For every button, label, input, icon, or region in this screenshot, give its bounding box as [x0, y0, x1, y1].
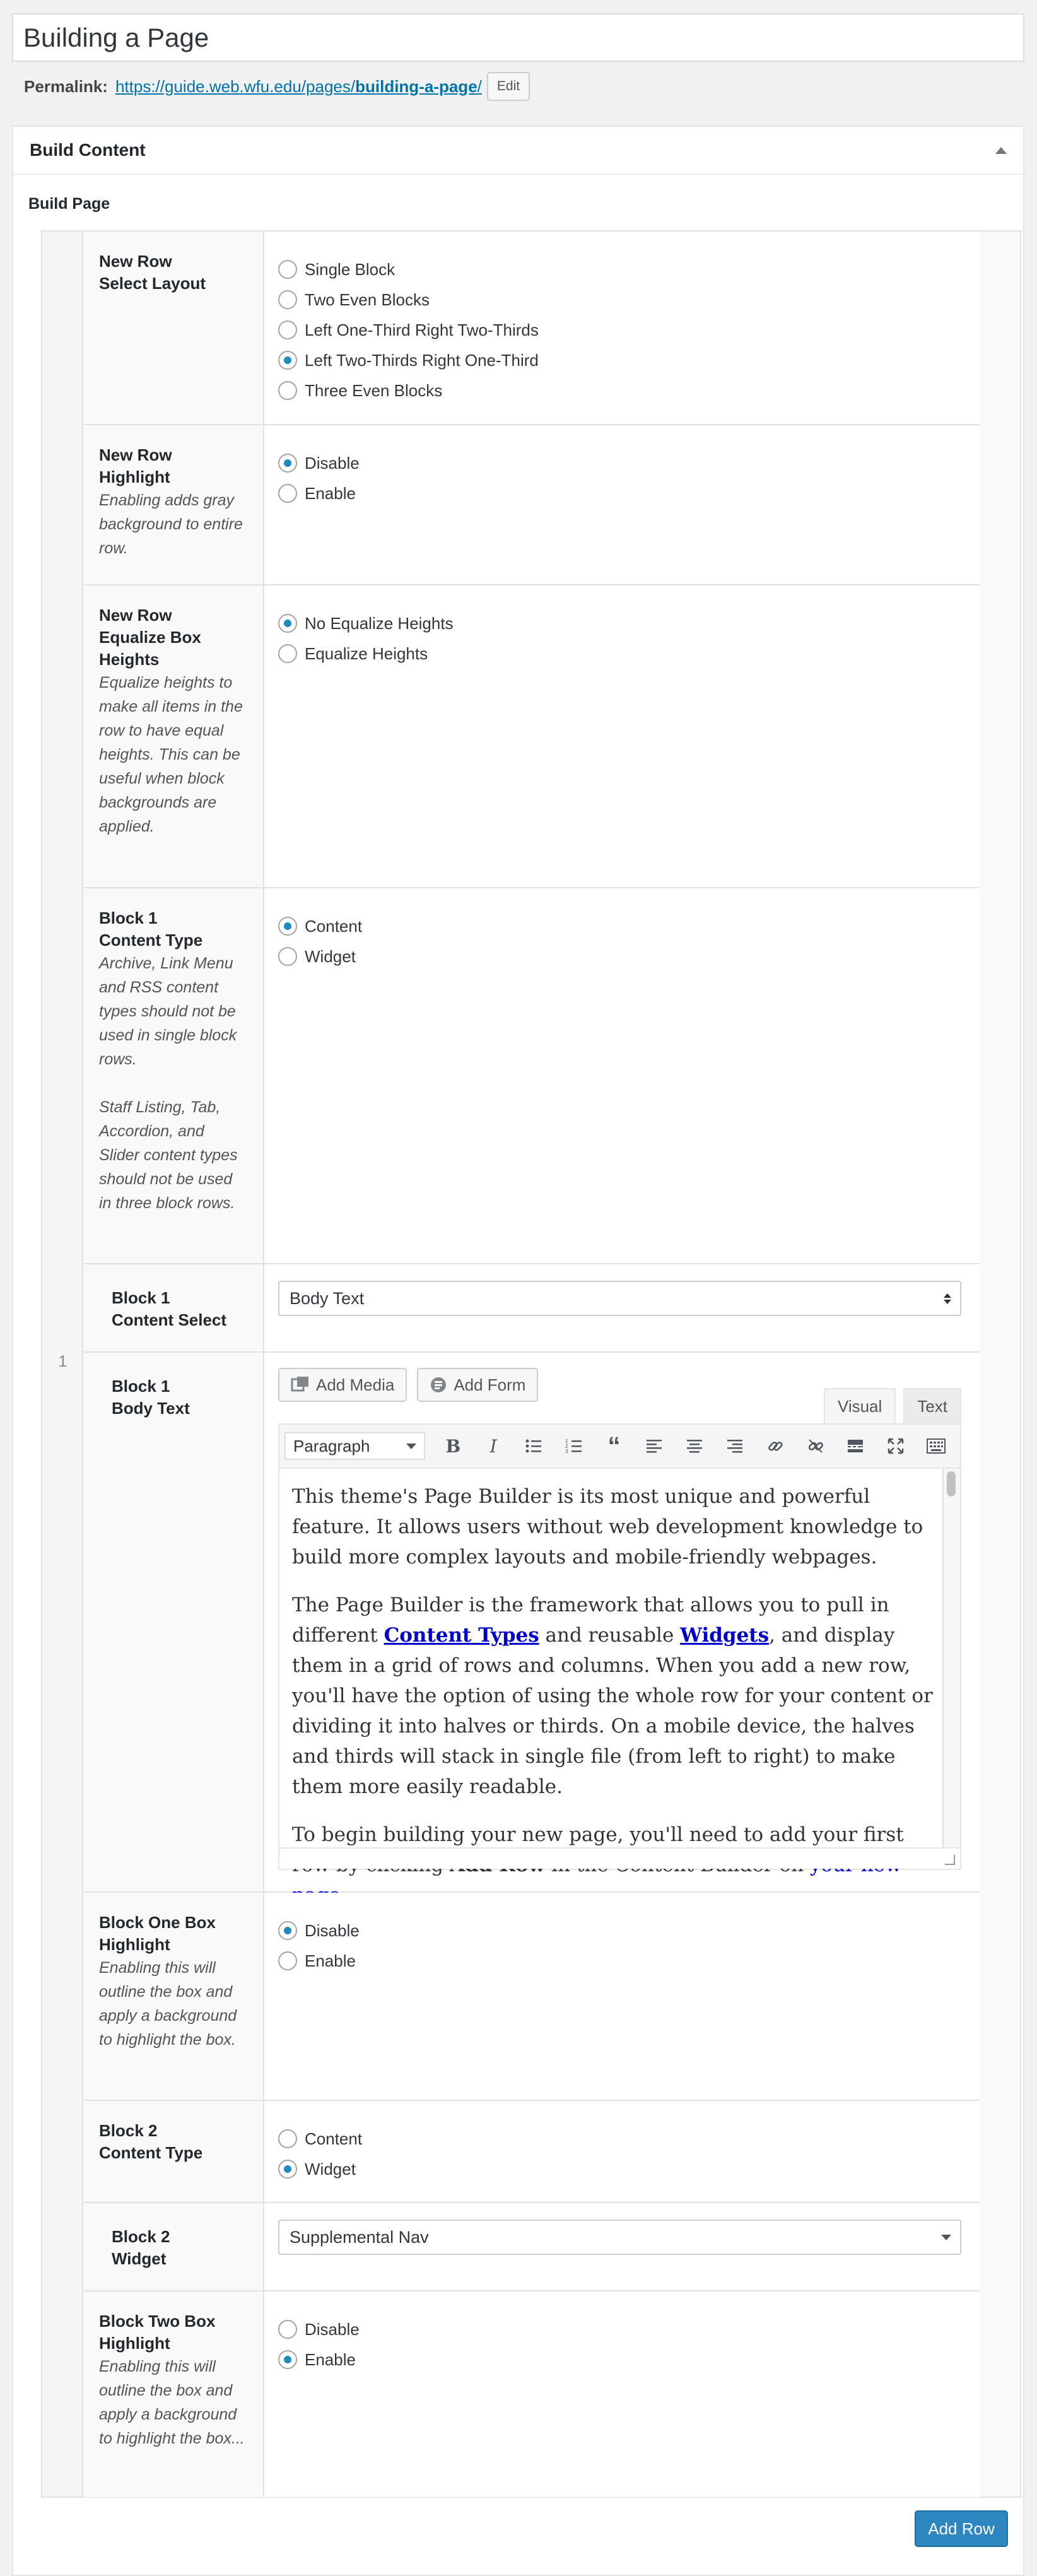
radio-button-checked-icon [278, 454, 297, 473]
format-select[interactable]: Paragraph [284, 1432, 425, 1460]
radio-block1-box-disable[interactable]: Disable [278, 1915, 964, 1946]
radio-button-icon [278, 947, 297, 966]
svg-text:3: 3 [565, 1449, 568, 1454]
bullet-list-icon[interactable] [515, 1432, 553, 1460]
radio-no-equalize[interactable]: No Equalize Heights [278, 608, 964, 638]
toolbar-toggle-icon[interactable] [917, 1432, 955, 1460]
fullscreen-icon[interactable] [877, 1432, 915, 1460]
field-label: Block 1 Content Type [99, 909, 203, 950]
permalink-link[interactable]: https://guide.web.wfu.edu/pages/building-a-page/ [115, 76, 482, 96]
radio-block2-widget[interactable]: Widget [278, 2154, 964, 2184]
page-builder-grid [41, 230, 1021, 2498]
field-label: Block One Box Highlight [99, 1913, 216, 1954]
editor-paragraph: This theme's Page Builder is its most unique and powerful feature. It allows users without web development knowledge to build more complex layouts and mobile-friendly webpages. [292, 1485, 923, 1568]
resize-handle-icon[interactable] [945, 1855, 955, 1865]
chevron-down-icon [941, 2235, 951, 2240]
field-description: Equalize heights to make all items in the row to have equal heights. This can be useful when block backgrounds are applied. [99, 674, 243, 835]
radio-equalize[interactable]: Equalize Heights [278, 638, 964, 669]
editor-paragraph: To begin building your new page, you'll need to add your first [292, 1820, 935, 1910]
unlink-icon[interactable] [797, 1432, 835, 1460]
chevron-down-icon [406, 1444, 416, 1449]
block1-content-select[interactable]: Body Text [278, 1281, 961, 1316]
radio-block1-content[interactable]: Content [278, 911, 964, 941]
field-label: New Row Highlight [99, 445, 172, 486]
radio-button-checked-icon [278, 614, 297, 633]
field-label: New Row Select Layout [99, 252, 206, 293]
align-right-icon[interactable] [716, 1432, 754, 1460]
radio-two-even-blocks[interactable]: Two Even Blocks [278, 285, 964, 315]
editor-toolbar [279, 1425, 960, 1469]
field-row-block2-widget [84, 2203, 980, 2291]
numbered-list-icon[interactable] [555, 1432, 593, 1460]
collapse-toggle-icon[interactable] [995, 147, 1007, 154]
field-label: Block 2 Widget [112, 2227, 170, 2268]
field-row-layout [84, 232, 980, 425]
radio-button-checked-icon [278, 2350, 297, 2369]
radio-button-icon [278, 381, 297, 400]
field-label: Block 2 Content Type [99, 2121, 203, 2162]
radio-button-icon [278, 290, 297, 309]
editor-resize-bar [279, 1847, 960, 1869]
blockquote-icon[interactable]: “ [607, 1432, 621, 1460]
svg-text:1: 1 [565, 1438, 568, 1444]
radio-button-icon [278, 484, 297, 503]
field-label: Block Two Box Highlight [99, 2312, 216, 2353]
editor-paragraph: The Page Builder is the framework that allows you to pull in different Content Types and reusable Widgets, and display them in a grid of rows and columns. When you add a new row, you'll have the option of using the whole row for your content or dividing it into halves or thirds. On a mobile device, the halves and thirds will stack in single file (from left to right) to make them more easily readable. [292, 1594, 933, 1798]
row-handle[interactable] [42, 232, 83, 2497]
permalink-bar [24, 71, 530, 102]
radio-highlight-enable[interactable]: Enable [278, 478, 964, 509]
radio-block2-box-enable[interactable]: Enable [278, 2344, 964, 2375]
field-row-block1-box [84, 1893, 980, 2101]
widgets-link[interactable]: Widgets [680, 1624, 770, 1647]
read-more-icon[interactable] [837, 1432, 875, 1460]
radio-button-checked-icon [278, 917, 297, 936]
add-form-icon [430, 1376, 447, 1394]
field-description: Enabling adds gray background to entire row. [99, 491, 243, 557]
radio-block1-widget[interactable]: Widget [278, 941, 964, 972]
align-center-icon[interactable] [676, 1432, 713, 1460]
field-row-block2-type [84, 2101, 980, 2203]
radio-highlight-disable[interactable]: Disable [278, 448, 964, 478]
radio-left-two-thirds[interactable]: Left Two-Thirds Right One-Third [278, 345, 964, 375]
block2-widget-select[interactable]: Supplemental Nav [278, 2220, 961, 2255]
field-label: Block 1 Content Select [112, 1288, 227, 1329]
radio-button-icon [278, 2129, 297, 2148]
field-row-block1-select [84, 1264, 980, 1353]
tab-visual[interactable]: Visual [824, 1388, 896, 1423]
select-arrows-icon [944, 1293, 951, 1304]
add-media-icon [291, 1375, 310, 1394]
build-content-metabox [12, 126, 1024, 2576]
radio-button-icon [278, 321, 297, 339]
field-row-block1-type [84, 888, 980, 1264]
add-form-button[interactable]: Add Form [417, 1368, 538, 1402]
field-description: Enabling this will outline the box and apply a background to highlight the box. [99, 1959, 237, 2049]
svg-text:2: 2 [565, 1444, 568, 1449]
field-description: Archive, Link Menu and RSS content types should not be used in single block rows. [99, 955, 237, 1068]
add-media-button[interactable]: Add Media [278, 1368, 407, 1402]
metabox-header[interactable] [13, 127, 1023, 175]
radio-button-checked-icon [278, 351, 297, 370]
bold-icon[interactable]: B [445, 1435, 461, 1457]
build-page-label: Build Page [28, 195, 110, 213]
field-row-block2-box [84, 2291, 980, 2497]
add-row-button[interactable]: Add Row [915, 2510, 1008, 2547]
row-side-column [978, 232, 1020, 2497]
permalink-label: Permalink: [24, 76, 108, 96]
layout-radio-group [264, 232, 980, 424]
field-label: New Row Equalize Box Heights [99, 606, 201, 669]
metabox-title: Build Content [30, 140, 146, 160]
field-row-equalize [84, 585, 980, 888]
radio-button-icon [278, 1951, 297, 1970]
align-left-icon[interactable] [635, 1432, 673, 1460]
radio-block2-box-disable[interactable]: Disable [278, 2314, 964, 2344]
radio-button-icon [278, 260, 297, 279]
radio-single-block[interactable]: Single Block [278, 254, 964, 285]
field-row-highlight [84, 425, 980, 585]
radio-button-icon [278, 2320, 297, 2339]
editor-content-area[interactable] [279, 1469, 960, 1847]
radio-block1-box-enable[interactable]: Enable [278, 1946, 964, 1976]
field-description: Enabling this will outline the box and apply a background to highlight the box... [99, 2358, 245, 2447]
field-label: Block 1 Body Text [112, 1377, 190, 1418]
content-types-link[interactable]: Content Types [384, 1624, 539, 1647]
row-number: 1 [58, 1353, 67, 1370]
editor-scrollbar[interactable] [942, 1469, 960, 1847]
tab-text[interactable]: Text [903, 1388, 961, 1423]
field-row-block1-body [84, 1353, 980, 1893]
radio-button-checked-icon [278, 1921, 297, 1940]
permalink-edit-button[interactable]: Edit [487, 72, 530, 101]
radio-button-icon [278, 644, 297, 663]
radio-left-one-third[interactable]: Left One-Third Right Two-Thirds [278, 315, 964, 345]
post-title-input[interactable]: Building a Page [12, 13, 1024, 62]
radio-three-even-blocks[interactable]: Three Even Blocks [278, 375, 964, 406]
link-icon[interactable] [756, 1432, 794, 1460]
rich-text-editor [278, 1423, 961, 1870]
italic-icon[interactable]: I [489, 1435, 497, 1457]
radio-button-checked-icon [278, 2160, 297, 2179]
radio-block2-content[interactable]: Content [278, 2124, 964, 2154]
field-description: Staff Listing, Tab, Accordion, and Slider content types should not be used in three block rows. [99, 1098, 238, 1212]
